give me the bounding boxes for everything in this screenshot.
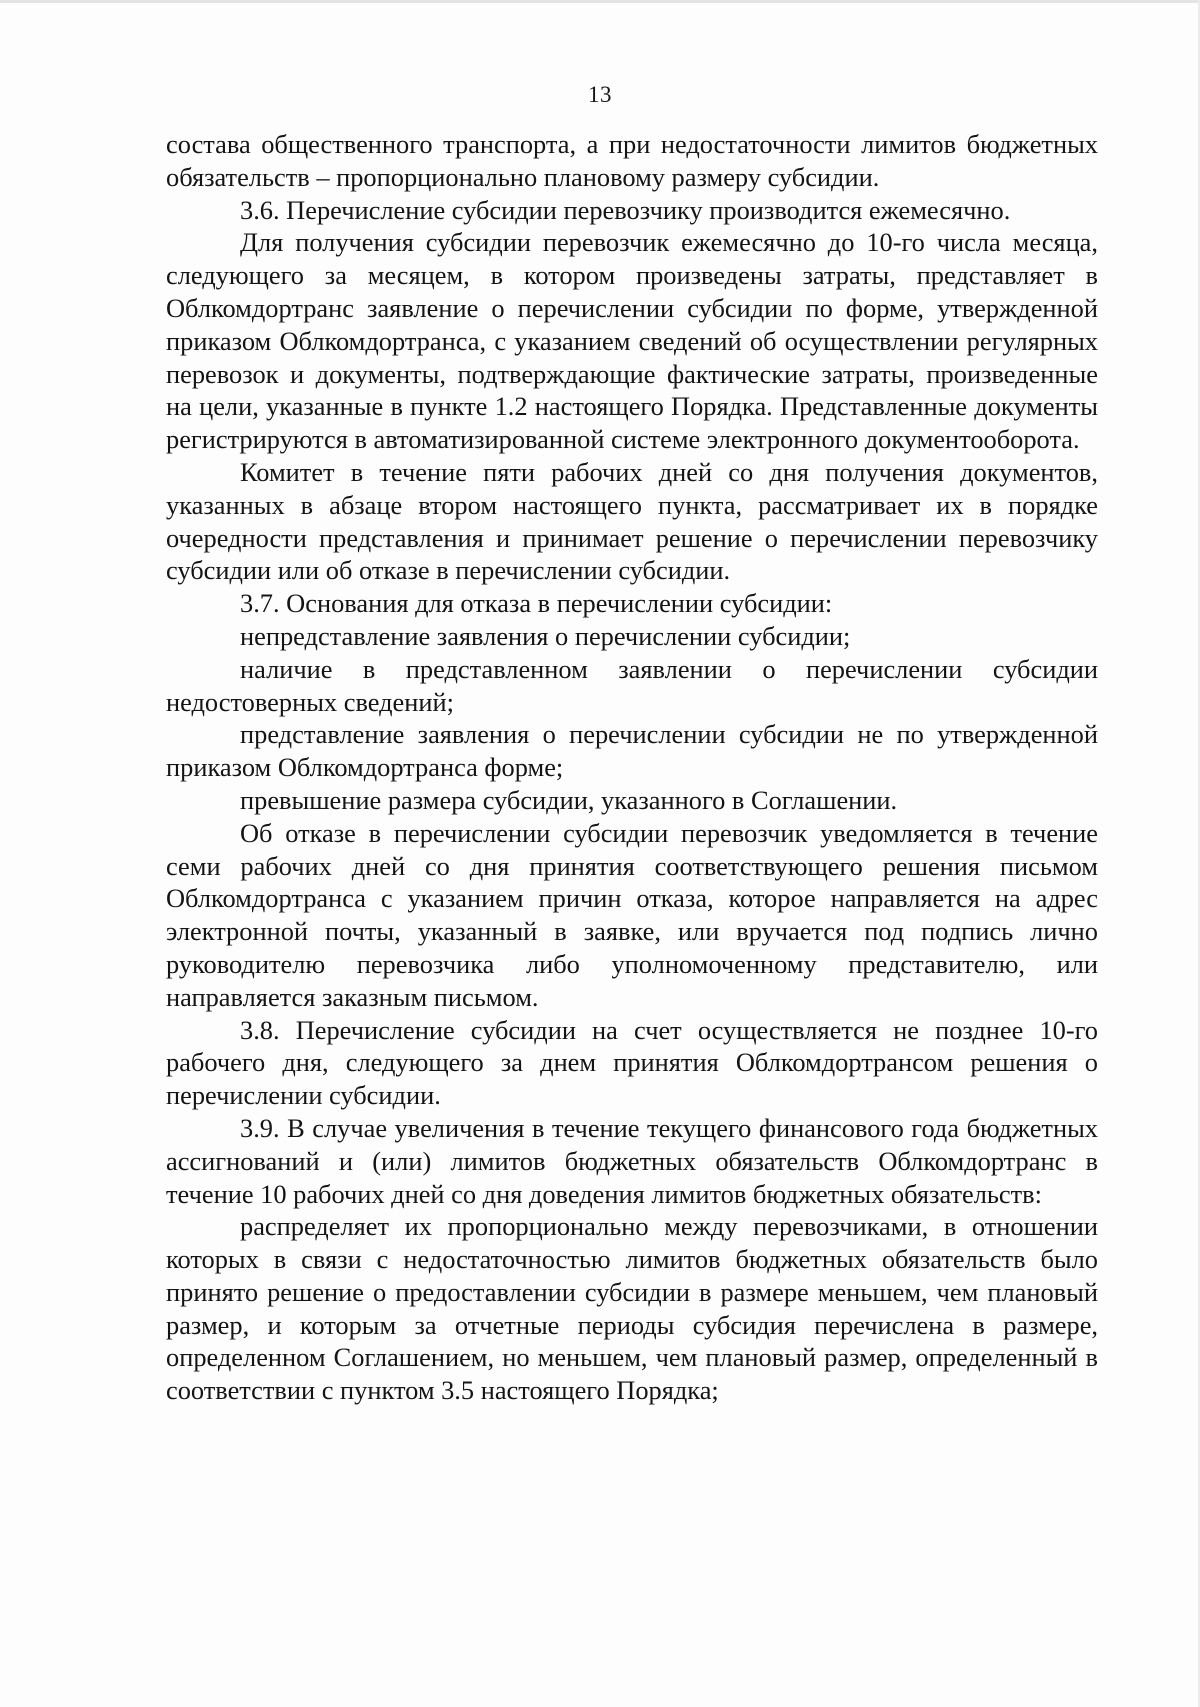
paragraph: Комитет в течение пяти рабочих дней со дня получения документов, указанных в абзаце втором настоящего пункта, рассматривает их в порядке очередности представления и принимает решение о перечислении перевозчику субсидии или об отказе в перечислении субсидии. [166, 456, 1098, 586]
paragraph-clause-3-8: 3.8. Перечисление субсидии на счет осуществляется не позднее 10-го рабочего дня, следующего за днем принятия Облкомдортрансом решения о перечислении субсидии. [166, 1014, 1098, 1111]
document-body [166, 128, 1098, 1407]
paragraph: Об отказе в перечислении субсидии перевозчик уведомляется в течение семи рабочих дней со дня принятия соответствующего решения письмом Облкомдортранса с указанием причин отказа, которое направляется на адрес электронной почты, указанный в заявке, или вручается под подпись лично руководителю перевозчика либо уполномоченному представителю, или направляется заказным письмом. [166, 817, 1098, 1012]
paragraph: Для получения субсидии перевозчик ежемесячно до 10-го числа месяца, следующего за месяцем, в котором произведены затраты, представляет в Облкомдортранс заявление о перечислении субсидии по форме, утвержденной приказом Облкомдортранса, с указанием сведений об осуществлении регулярных перевозок и документы, подтверждающие фактические затраты, произведенные на цели, указанные в пункте 1.2 настоящего Порядка. Представленные документы регистрируются в автоматизированной системе электронного документооборота. [166, 227, 1098, 455]
paragraph: распределяет их пропорционально между перевозчиками, в отношении которых в связи с недостаточностью лимитов бюджетных обязательств было принято решение о предоставлении субсидии в размере меньшем, чем плановый размер, и которым за отчетные периоды субсидия перечислена в размере, определенном Соглашением, но меньшем, чем плановый размер, определенный в соответствии с пунктом 3.5 настоящего Порядка; [166, 1211, 1098, 1406]
scan-edge [0, 0, 1200, 3]
list-item-reason: превышение размера субсидии, указанного в Соглашении. [240, 784, 898, 815]
paragraph-clause-3-6: 3.6. Перечисление субсидии перевозчику производится ежемесячно. [240, 194, 1011, 225]
paragraph-clause-3-7: 3.7. Основания для отказа в перечислении субсидии: [240, 588, 833, 619]
list-item-reason: представление заявления о перечислении субсидии не по утвержденной приказом Облкомдортранса форме; [166, 719, 1098, 783]
list-item-reason: непредставление заявления о перечислении субсидии; [240, 620, 851, 651]
paragraph: состава общественного транспорта, а при недостаточности лимитов бюджетных обязательств – пропорционально плановому размеру субсидии. [166, 129, 1098, 192]
list-item-reason: наличие в представленном заявлении о перечислении субсидии недостоверных сведений; [166, 653, 1098, 717]
page-number: 13 [588, 82, 612, 107]
paragraph-clause-3-9: 3.9. В случае увеличения в течение текущего финансового года бюджетных ассигнований и (или) лимитов бюджетных обязательств Облкомдортранс в течение 10 рабочих дней со дня доведения лимитов бюджетных обязательств: [166, 1112, 1098, 1209]
